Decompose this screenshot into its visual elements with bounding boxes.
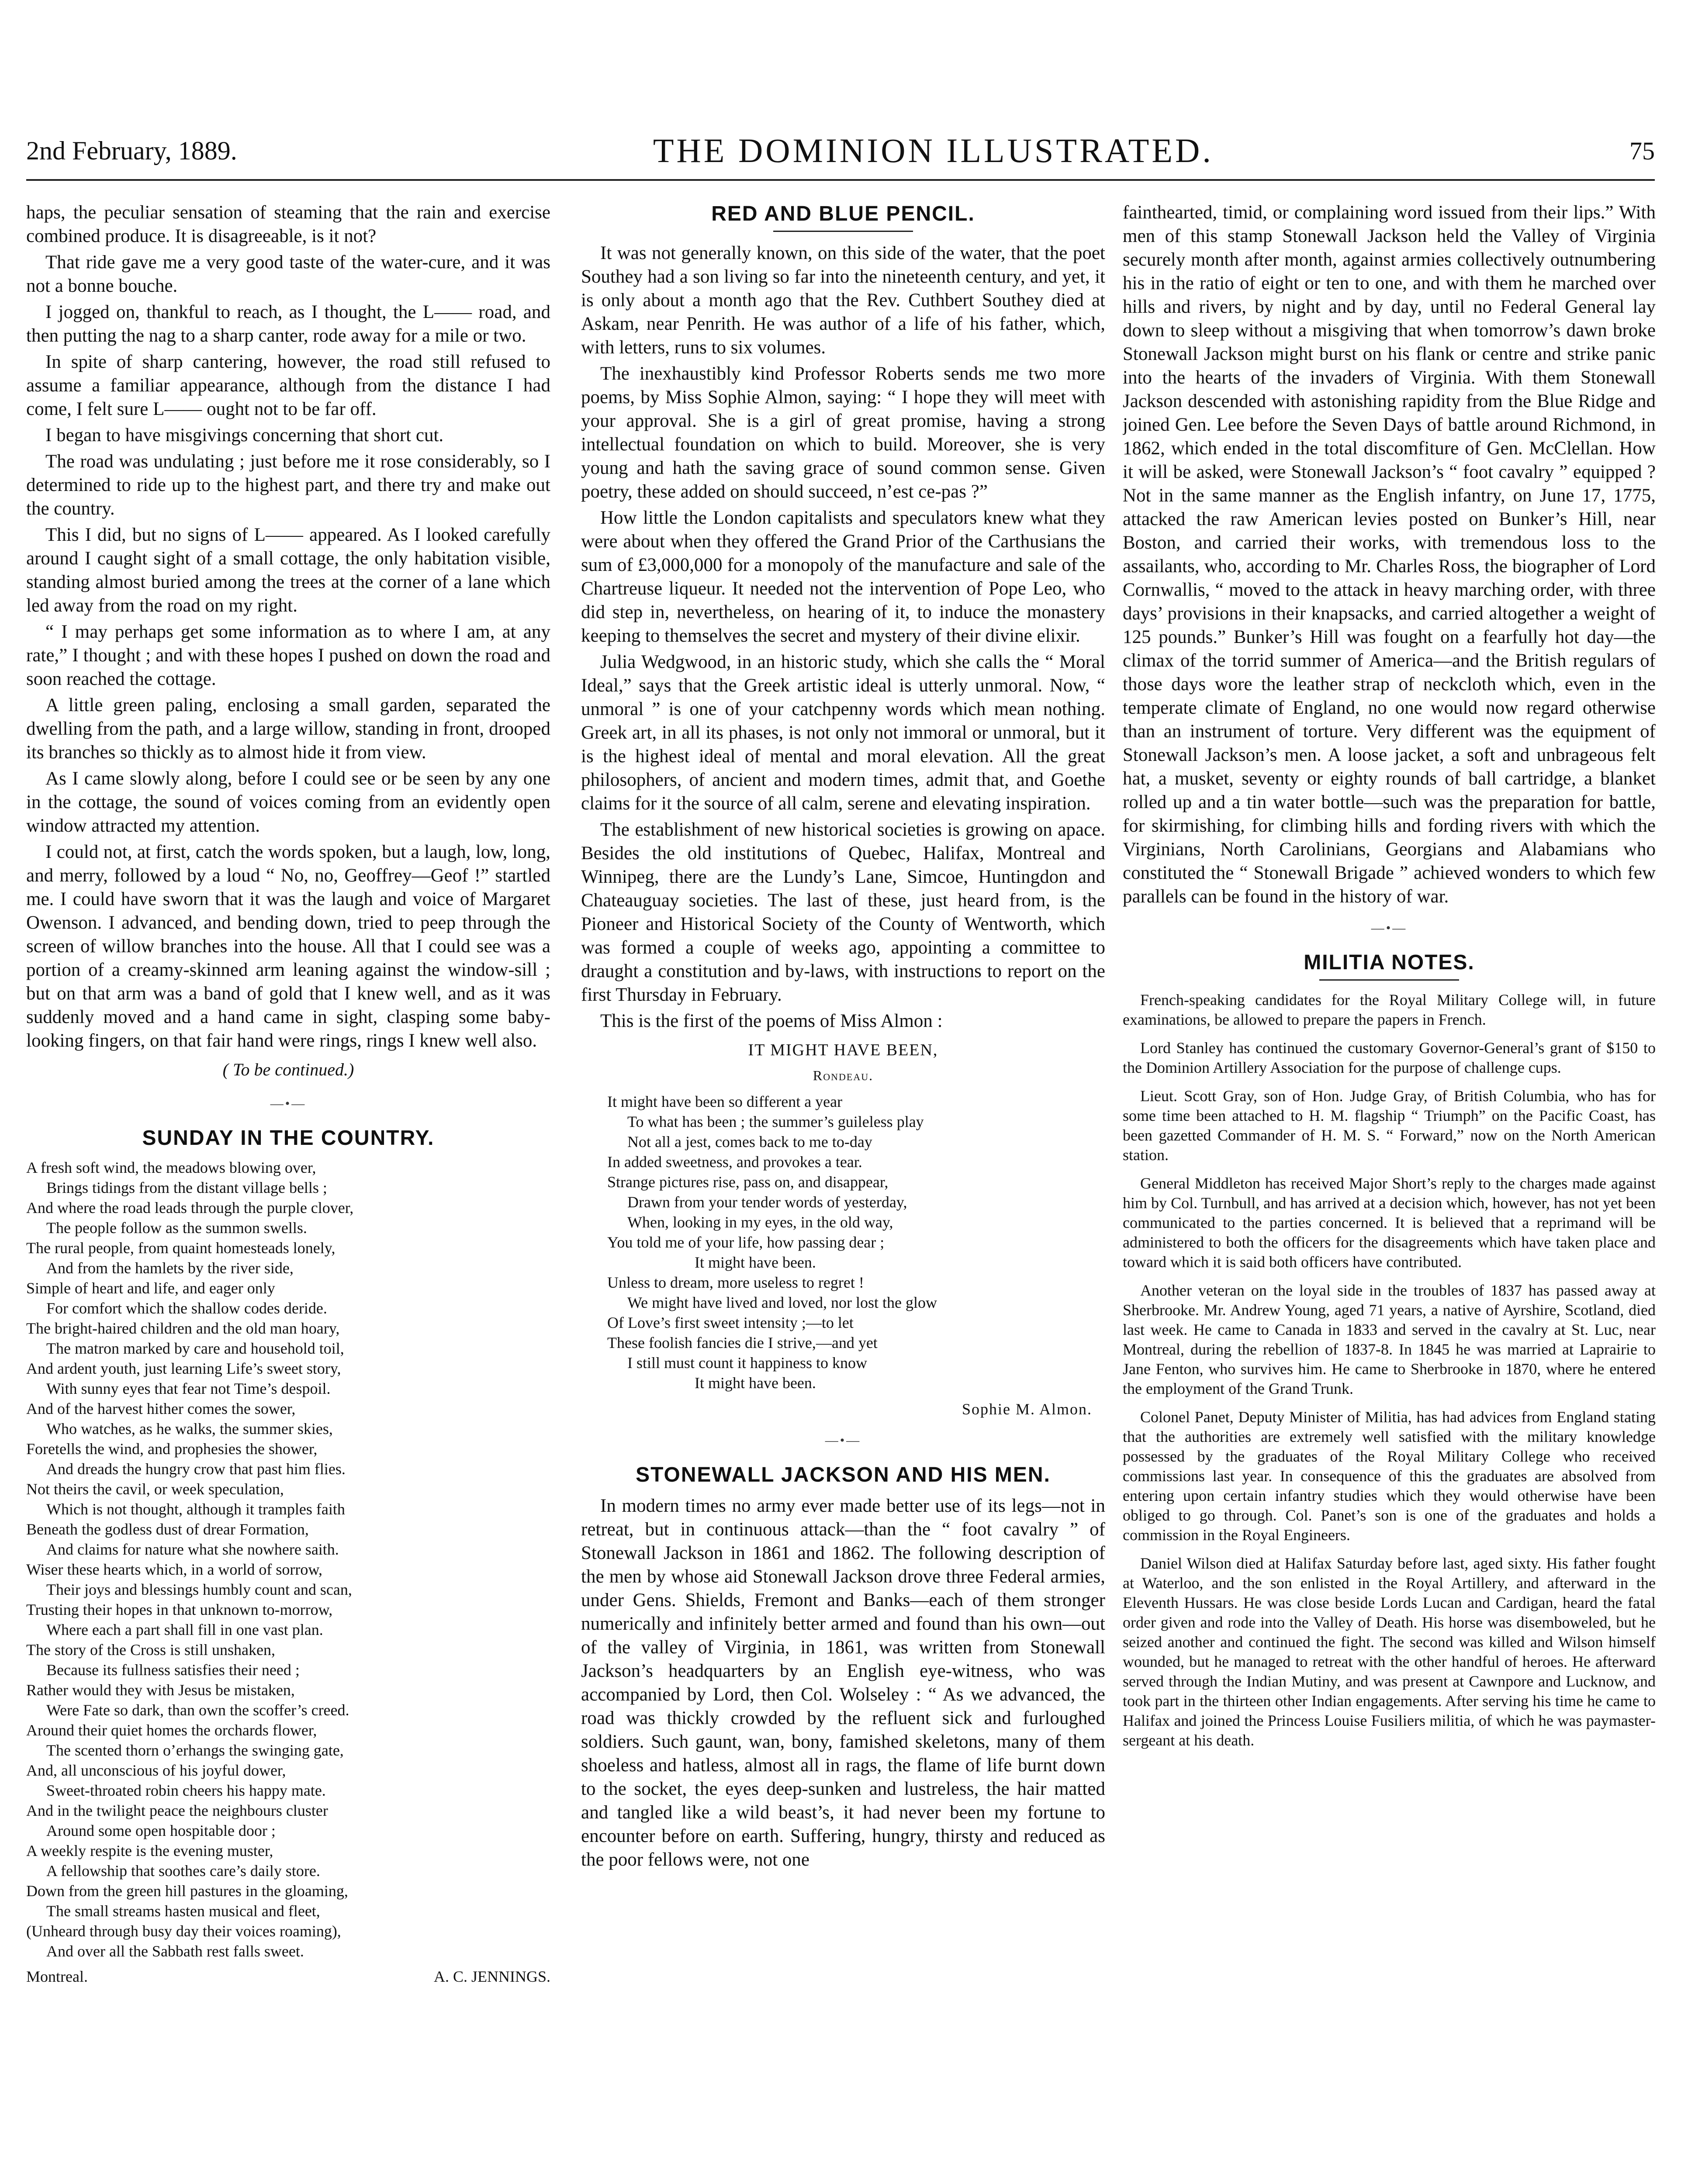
column-left xyxy=(26,201,550,2184)
section-ornament: —•— xyxy=(270,1096,307,1111)
poem-line: And ardent youth, just learning Life’s sweet story, xyxy=(26,1360,341,1377)
militia-note: French-speaking candidates for the Royal Military College will, in future examinations, be allowed to prepare the papers in French. xyxy=(1123,991,1656,1028)
sunday-poem xyxy=(26,1158,550,1961)
story-paragraph: As I came slowly along, before I could see or be seen by any one in the cottage, the sound of voices coming from an evidently open window attracted my attention. xyxy=(26,768,550,836)
story-paragraph: I began to have misgivings concerning that short cut. xyxy=(45,425,444,446)
poem-line: Unless to dream, more useless to regret ! xyxy=(607,1274,864,1291)
poem-line: In added sweetness, and provokes a tear. xyxy=(607,1153,862,1171)
pencil-paragraph: Julia Wedgwood, in an historic study, which she calls the “ Moral Ideal,” says that the Greek artistic ideal is utterly unmoral. Now, “ unmoral ” is one of your catchpenny words which mean nothing. Greek art, in all its phases, is not only not immoral or unmoral, but it is the highest ideal of mental and moral elevation. All the great philosophers, of ancient and modern times, admit that, and Goethe claims for it the source of all calm, serene and elevating inspiration. xyxy=(581,652,1105,814)
militia-note: Lord Stanley has continued the customary Governor-General’s grant of $150 to the Dominion Artillery Association for the purpose of challenge cups. xyxy=(1123,1039,1656,1076)
poem-line: Because its fullness satisfies their need ; xyxy=(46,1661,300,1679)
poem-line: Were Fate so dark, than own the scoffer’s creed. xyxy=(46,1701,349,1719)
poem-line: And from the hamlets by the river side, xyxy=(46,1259,294,1277)
militia-note: Daniel Wilson died at Halifax Saturday before last, aged sixty. His father fought at Waterloo, and the son enlisted in the Royal Artillery, and afterward in the Eleventh Hussars. He was close beside Lords Lucan and Cardigan, heard the fatal order given and rode into the Valley of Death. His horse was disemboweled, but he seized another and continued the fight. The second was killed and Wilson himself wounded, but he managed to retreat with the other handful of heroes. He afterward served through the Indian Mutiny, and was present at Cawnpore and Lucknow, and took part in the thirteen other Indian engagements. After serving his time he came to Halifax and joined the Princess Louise Fusiliers militia, of which he was paymaster-sergeant at his death. xyxy=(1123,1555,1656,1749)
poem-line: Trusting their hopes in that unknown to-morrow, xyxy=(26,1601,333,1618)
pencil-heading: RED AND BLUE PENCIL. xyxy=(711,202,975,225)
poem-line: And of the harvest hither comes the sower, xyxy=(26,1400,296,1417)
poem-line: Wiser these hearts which, in a world of sorrow, xyxy=(26,1561,323,1578)
story-paragraph: A little green paling, enclosing a small garden, separated the dwelling from the path, and a large willow, standing in front, drooped its branches so thickly as to almost hide it from view. xyxy=(26,695,550,763)
poem-line: Of Love’s first sweet intensity ;—to let xyxy=(607,1314,854,1331)
rondeau-title: IT MIGHT HAVE BEEN, xyxy=(748,1041,938,1059)
poem-line: (Unheard through busy day their voices roaming), xyxy=(26,1922,341,1940)
pencil-paragraph: It was not generally known, on this side of the water, that the poet Southey had a son living so far into the nineteenth century, and yet, it is only about a month ago that the Rev. Cuthbert Southey died at Askam, near Penrith. He was author of a life of his father, which, with letters, runs to six volumes. xyxy=(581,243,1105,358)
rondeau-author: Sophie M. Almon. xyxy=(962,1400,1092,1418)
story-paragraph: haps, the peculiar sensation of steaming that the rain and exercise combined produce. It is disagreeable, is it not? xyxy=(26,202,550,246)
poem-line: It might have been. xyxy=(695,1374,816,1392)
heading-underline xyxy=(1319,979,1459,981)
poem-line: You told me of your life, how passing dear ; xyxy=(607,1234,885,1251)
column-middle xyxy=(581,201,1105,2184)
story-paragraph: “ I may perhaps get some information as to where I am, at any rate,” I thought ; and with these hopes I pushed on down the road and soon reached the cottage. xyxy=(26,622,550,689)
poem-line: Sweet-throated robin cheers his happy mate. xyxy=(46,1782,326,1799)
poem-line: A weekly respite is the evening muster, xyxy=(26,1842,273,1859)
story-paragraph: The road was undulating ; just before me it rose considerably, so I determined to ride up to the highest part, and there try and make out the country. xyxy=(26,451,550,519)
poem-line: The scented thorn o’erhangs the swinging gate, xyxy=(46,1742,344,1759)
sunday-heading: SUNDAY IN THE COUNTRY. xyxy=(142,1127,435,1150)
story-paragraph: In spite of sharp cantering, however, the road still refused to assume a familiar appearance, although from the distance I had come, I felt sure L—— ought not to be far off. xyxy=(26,352,550,419)
militia-notes xyxy=(1123,990,1656,1750)
pencil-paragraph: The establishment of new historical societies is growing on apace. Besides the old institutions of Quebec, Halifax, Montreal and Winnipeg, there are the Lundy’s Lane, Simcoe, Huntingdon and Chateauguay societies. The last of these, just heard from, is the Pioneer and Historical Society of the County of Wentworth, which was formed a couple of weeks ago, appointing a committee to draught a constitution and by-laws, with instructions to report on the first Thursday in February. xyxy=(581,819,1105,1005)
poem-line: Foretells the wind, and prophesies the shower, xyxy=(26,1440,318,1458)
poem-line: These foolish fancies die I strive,—and yet xyxy=(607,1334,878,1351)
poem-author: A. C. JENNINGS. xyxy=(433,1968,550,1985)
poem-line: Not theirs the cavil, or week speculation, xyxy=(26,1480,284,1498)
pencil-paragraph: This is the first of the poems of Miss Almon : xyxy=(600,1011,943,1031)
poem-line: For comfort which the shallow codes deride. xyxy=(46,1299,327,1317)
column-right xyxy=(1123,201,1656,2184)
rondeau-poem xyxy=(581,1092,1105,1393)
poem-line: Beneath the godless dust of drear Formation, xyxy=(26,1521,309,1538)
militia-heading: MILITIA NOTES. xyxy=(1304,951,1475,974)
poem-line: Drawn from your tender words of yesterday, xyxy=(627,1193,907,1211)
poem-line: Down from the green hill pastures in the gloaming, xyxy=(26,1882,348,1900)
stonewall-paragraph-continued: fainthearted, timid, or complaining word issued from their lips.” With men of this stamp Stonewall Jackson held the Valley of Virginia securely month after month, against armies collectively outnumbering his in the ratio of eight or ten to one, and with them he marched over hills and rivers, by night and by day, until no Federal General lay down to sleep without a misgiving that when tomorrow’s dawn broke Stonewall Jackson might burst on his flank or centre and strike panic into the hearts of the invaders of Virginia. With them Stonewall Jackson descended with astonishing rapidity from the Blue Ridge and joined Gen. Lee before the Seven Days of battle around Richmond, in 1862, which ended in the total discomfiture of Gen. McClellan. How it will be asked, were Stonewall Jackson’s “ foot cavalry ” equipped ? Not in the same manner as the English infantry, on June 17, 1775, attacked the raw American levies posted on Bunker’s Hill, near Boston, and carried their works, with tremendous loss to the assailants, who, according to Mr. Charles Ross, the biographer of Lord Cornwallis, “ moved to the attack in heavy marching order, with three days’ provisions in their knapsacks, and carried altogether a weight of 125 pounds.” Bunker’s Hill was fought on a fearfully hot day—the climax of the torrid summer of America—and the British regulars of those days wore the leather strap of neckcloth which, even in the temperate climate of England, no one would now regard otherwise than an instrument of torture. Very different was the equipment of Stonewall Jackson’s men. A loose jacket, a soft and unbrageous felt hat, a musket, seventy or eighty rounds of ball cartridge, a blanket rolled up and a tin water bottle—such was the preparation for battle, for skirmishing, for climbing hills and fording rivers with which the Virginians, North Carolinians, Georgians and Alabamians who constituted the “ Stonewall Brigade ” achieved wonders to which few parallels can be found in the history of war. xyxy=(1123,202,1656,907)
poem-line: And, all unconscious of his joyful dower, xyxy=(26,1762,286,1779)
poem-line: Their joys and blessings humbly count and scan, xyxy=(46,1581,352,1598)
story-paragraph: That ride gave me a very good taste of the water-cure, and it was not a bonne bouche. xyxy=(26,252,550,296)
militia-note: Lieut. Scott Gray, son of Hon. Judge Gray, of British Columbia, who has for some time been attached to H. M. flagship “ Triumph” on the Pacific Coast, has been gazetted Commander of H. M. S. “ Forward,” now on the North American station. xyxy=(1123,1087,1656,1164)
poem-line: And dreads the hungry crow that past him flies. xyxy=(46,1460,346,1478)
militia-note: Colonel Panet, Deputy Minister of Militia, has had advices from England stating that the authorities are extremely well satisfied with the military knowledge possessed by the graduates of the Royal Military College who received commissions last year. In consequence of this the graduates are absolved from entering upon certain infantry studies which they would otherwise have been obliged to go through. Col. Panet’s son is one of the graduates and holds a commission in the Royal Engineers. xyxy=(1123,1408,1656,1544)
section-ornament: —•— xyxy=(1371,921,1408,935)
issue-date: 2nd February, 1889. xyxy=(26,136,237,165)
militia-note: Another veteran on the loyal side in the troubles of 1837 has passed away at Sherbrooke. Mr. Andrew Young, aged 71 years, a native of Ayrshire, Scotland, died last week. He came to Canada in 1833 and served in the cavalry at St. Luc, near Montreal, during the rebellion of 1837-8. In 1845 he was married at Laprairie to Jane Fenton, who survives him. He came to Sherbrooke in 1870, where he entered the employment of the Grand Trunk. xyxy=(1123,1282,1656,1397)
poem-line: The bright-haired children and the old man hoary, xyxy=(26,1320,340,1337)
poem-line: The people follow as the summon swells. xyxy=(46,1219,307,1237)
poem-line: Strange pictures rise, pass on, and disappear, xyxy=(607,1173,889,1191)
stonewall-paragraph: In modern times no army ever made better use of its legs—not in retreat, but in continuous attack—than the “ foot cavalry ” of Stonewall Jackson in 1861 and 1862. The following description of the men by whose aid Stonewall Jackson drove three Federal armies, under Gens. Shields, Fremont and Banks—each of them stronger numerically and infinitely better armed and found than his own—out of the valley of Virginia, in 1861, was written from Stonewall Jackson’s headquarters by an English eye-witness, who was accompanied by Lord, then Col. Wolseley : “ As we advanced, the road was thickly crowded by the refluent sick and furloughed soldiers. Such gaunt, wan, bony, famished skeletons, many of them shoeless and hatless, almost all in rags, the flame of life burnt down to the socket, the eyes deep-sunken and lustreless, the hair matted and tangled like a wild beast’s, it had never been my fortune to encounter before on earth. Suffering, hungry, thirsty and reduced as the poor fellows were, not one xyxy=(581,1496,1105,1870)
section-ornament: —•— xyxy=(825,1433,861,1448)
militia-note: General Middleton has received Major Short’s reply to the charges made against him by Col. Turnbull, and has arrived at a decision which, however, has not yet been communicated to the parties concerned. It is believed that a reprimand will be administered to both the officers for the disagreements which have taken place and toward which it is said both officers have contributed. xyxy=(1123,1175,1656,1271)
poem-line: Which is not thought, although it tramples faith xyxy=(46,1500,345,1518)
poem-line: I still must count it happiness to know xyxy=(627,1354,867,1372)
poem-line: The story of the Cross is still unshaken, xyxy=(26,1641,275,1659)
poem-line: And where the road leads through the purple clover, xyxy=(26,1199,354,1216)
stonewall-heading: STONEWALL JACKSON AND HIS MEN. xyxy=(636,1463,1051,1486)
poem-line: To what has been ; the summer’s guileless play xyxy=(627,1113,924,1130)
rondeau-form: Rondeau. xyxy=(813,1068,874,1083)
poem-line: When, looking in my eyes, in the old way, xyxy=(627,1213,893,1231)
poem-line: With sunny eyes that fear not Time’s despoil. xyxy=(46,1380,331,1397)
masthead-title: THE DOMINION ILLUSTRATED. xyxy=(653,131,1214,169)
story-paragraph: This I did, but no signs of L—— appeared. As I looked carefully around I caught sight of a small cottage, the only habitation visible, standing almost buried among the trees at the corner of a lane which led away from the road on my right. xyxy=(26,525,550,616)
poem-line: Around some open hospitable door ; xyxy=(46,1822,276,1839)
story-paragraph: I could not, at first, catch the words spoken, but a laugh, low, long, and merry, followed by a loud “ No, no, Geoffrey—Geof !” startled me. I could have sworn that it was the laugh and voice of Margaret Owenson. I advanced, and bending down, tried to peep through the screen of willow branches into the house. All that I could see was a portion of a creamy-skinned arm leaning against the window-sill ; but on that arm was a band of gold that I knew well, and as it was suddenly moved and a hand came in sight, clasping some baby-looking fingers, on that fair hand were rings, rings I knew well also. xyxy=(26,842,550,1051)
heading-underline xyxy=(773,231,913,232)
poem-line: It might have been. xyxy=(695,1254,816,1271)
poem-line: And in the twilight peace the neighbours cluster xyxy=(26,1802,328,1819)
poem-line: And claims for nature what she nowhere saith. xyxy=(46,1541,339,1558)
pencil-paragraph: The inexhaustibly kind Professor Roberts sends me two more poems, by Miss Sophie Almon, saying: “ I hope they will meet with your approval. She is a girl of great promise, having a strong intellectual foundation on which to build. Moreover, she is very young and hath the saving grace of sound common sense. Given poetry, these added on should succeed, n’est ce-pas ?” xyxy=(581,363,1105,502)
poem-line: Where each a part shall fill in one vast plan. xyxy=(46,1621,323,1638)
poem-signoff xyxy=(26,1965,550,1988)
poem-line: It might have been so different a year xyxy=(607,1093,843,1110)
poem-line: The rural people, from quaint homesteads lonely, xyxy=(26,1239,336,1257)
poem-line: The small streams hasten musical and fleet, xyxy=(46,1902,320,1920)
header-rule xyxy=(26,179,1655,181)
poem-line: We might have lived and loved, nor lost the glow xyxy=(627,1294,937,1311)
running-head xyxy=(26,131,1655,170)
poem-place: Montreal. xyxy=(26,1968,88,1985)
poem-line: Rather would they with Jesus be mistaken, xyxy=(26,1681,295,1699)
poem-line: Brings tidings from the distant village bells ; xyxy=(46,1179,327,1196)
poem-line: Not all a jest, comes back to me to-day xyxy=(627,1133,872,1151)
story-paragraph: I jogged on, thankful to reach, as I thought, the L—— road, and then putting the nag to a sharp canter, rode away for a mile or two. xyxy=(26,302,550,346)
poem-line: Simple of heart and life, and eager only xyxy=(26,1279,275,1297)
poem-line: The matron marked by care and household toil, xyxy=(46,1340,344,1357)
page-number: 75 xyxy=(1629,136,1655,165)
to-be-continued: ( To be continued.) xyxy=(222,1060,354,1079)
poem-line: A fellowship that soothes care’s daily store. xyxy=(46,1862,320,1880)
poem-line: Around their quiet homes the orchards flower, xyxy=(26,1721,317,1739)
poem-line: A fresh soft wind, the meadows blowing over, xyxy=(26,1159,316,1176)
poem-line: Who watches, as he walks, the summer skies, xyxy=(46,1420,333,1438)
poem-line: And over all the Sabbath rest falls sweet. xyxy=(46,1942,304,1960)
pencil-paragraph: How little the London capitalists and speculators knew what they were about when they offered the Grand Prior of the Carthusians the sum of £3,000,000 for a monopoly of the manufacture and sale of the Chartreuse liqueur. It needed not the intervention of Pope Leo, who did step in, nevertheless, on hearing of it, to induce the monastery keeping to themselves the secret and mystery of their divine elixir. xyxy=(581,508,1105,646)
